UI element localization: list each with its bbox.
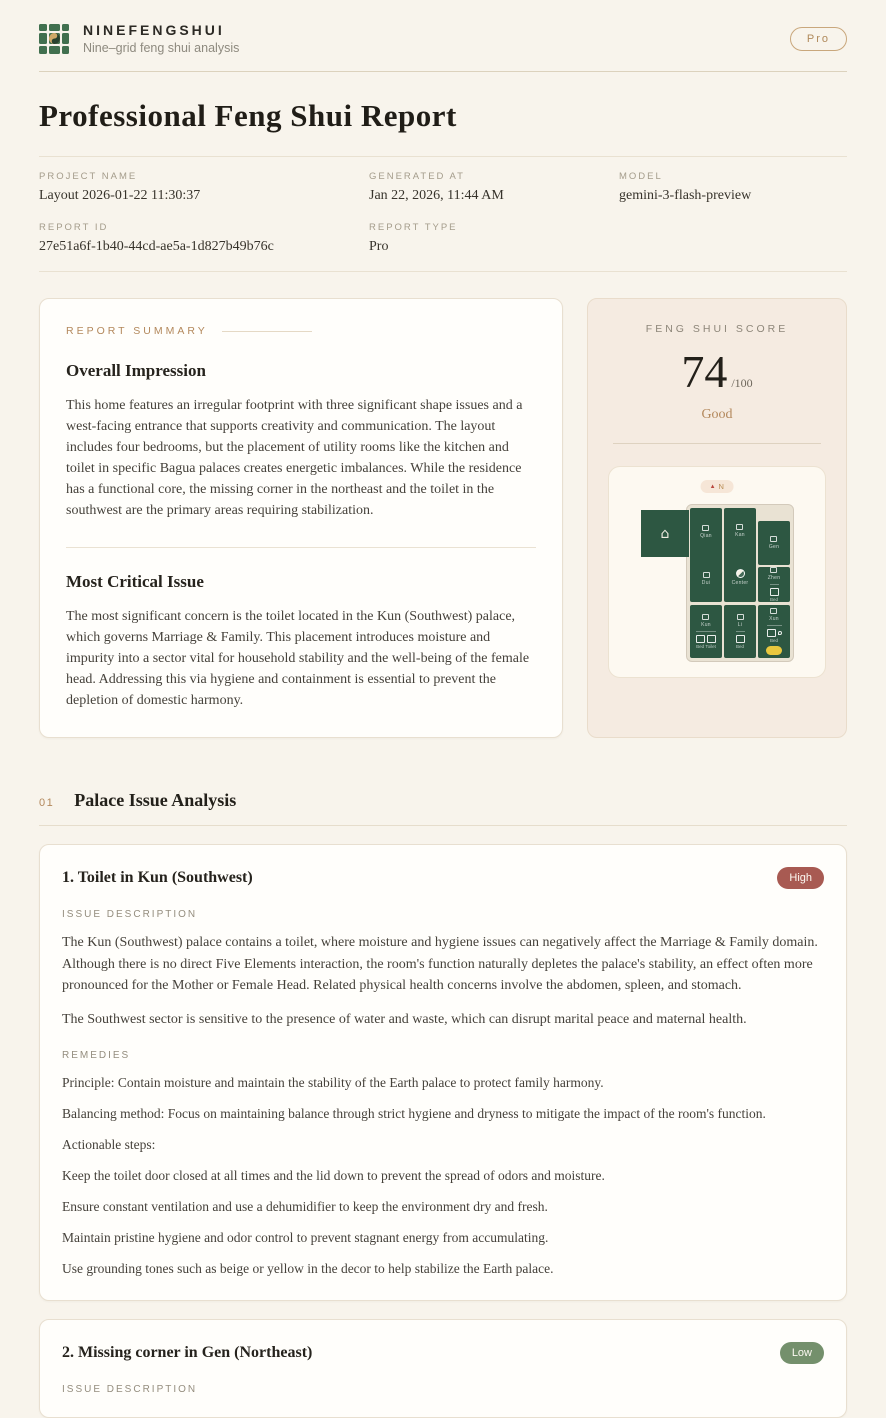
highlight-marker-badge	[766, 646, 782, 655]
issue-title: 1. Toilet in Kun (Southwest)	[62, 869, 253, 886]
palace-icon	[702, 525, 709, 531]
house-icon: ⌂	[660, 525, 670, 542]
score-value: 74	[681, 346, 728, 397]
issue-paragraph: The Kun (Southwest) palace contains a toilet, where moisture and hygiene issues can negatively affect the Marriage & Family domain. Although there is no direct Five Elements interaction, the room's function naturally depletes the palace's stability, an effect often more pronounced for the Mother or Female Head. Related physical health concerns involve the abdomen, spleen, and stomach.	[62, 935, 818, 993]
issue-paragraph: The Southwest sector is sensitive to the presence of water and waste, which can disrupt marital peace and maternal health.	[62, 1011, 747, 1027]
bed-icon	[736, 635, 745, 643]
water-drop-icon	[778, 631, 782, 635]
section-title: Palace Issue Analysis	[74, 790, 237, 810]
palace-cell-zhen: Zhen Bed	[758, 567, 790, 602]
score-divider	[613, 443, 821, 444]
floor-plan-thumbnail	[608, 466, 826, 678]
summary-divider	[66, 547, 536, 548]
issue-description-label: ISSUE DESCRIPTION	[62, 909, 198, 920]
summary-body-critical: The most significant concern is the toilet located in the Kun (Southwest) palace, which governs Marriage & Family. This placement introduces moisture and impurity into a sector vital for household stability and the well-being of the female head. Addressing this via hygiene and containment is essential to prevent the depletion of domestic harmony.	[66, 609, 530, 708]
palace-icon	[770, 567, 777, 573]
palace-icon	[737, 614, 744, 620]
issue-card-1	[39, 844, 847, 1301]
severity-badge-high: High	[777, 867, 824, 889]
meta-project-name: PROJECT NAME Layout 2026-01-22 11:30:37	[39, 171, 201, 203]
palace-icon	[770, 536, 777, 542]
remedy-line: Keep the toilet door closed at all times and the lid down to prevent the spread of odors and moisture.	[62, 1168, 605, 1183]
brand-tagline: Nine–grid feng shui analysis	[83, 41, 240, 55]
meta-report-type: REPORT TYPE Pro	[369, 222, 458, 254]
issue-card-2	[39, 1319, 847, 1418]
compass-arrow-icon: ▲	[709, 483, 716, 490]
palace-cell-li: Li Bed	[724, 605, 756, 658]
meta-generated-at: GENERATED AT Jan 22, 2026, 11:44 AM	[369, 171, 504, 203]
bagua-board	[686, 504, 794, 662]
palace-cell-kan-center: Kan Center	[724, 508, 756, 602]
header-divider	[39, 71, 847, 72]
summary-heading-overall: Overall Impression	[66, 361, 206, 380]
section-number: 01	[39, 797, 55, 809]
palace-icon	[702, 614, 709, 620]
score-denominator: /100	[731, 376, 753, 390]
section-header	[39, 790, 847, 811]
brand-name: NINEFENGSHUI	[83, 22, 225, 38]
report-metadata	[39, 156, 847, 272]
palace-icon	[703, 572, 710, 578]
meta-model: MODEL gemini-3-flash-preview	[619, 171, 752, 203]
remedy-line: Ensure constant ventilation and use a dehumidifier to keep the environment dry and fresh.	[62, 1199, 548, 1214]
palace-cell-qian-dui: Qian Dui	[690, 508, 722, 602]
palace-cell-xun: Xun Bed	[758, 605, 790, 658]
score-rating: Good	[701, 407, 733, 422]
report-summary-card	[39, 298, 563, 738]
compass-north-label: N	[718, 482, 725, 491]
severity-badge-low: Low	[780, 1342, 824, 1364]
palace-icon	[770, 608, 777, 614]
remedy-line: Principle: Contain moisture and maintain the stability of the Earth palace to protect family harmony.	[62, 1075, 604, 1090]
bed-icon	[767, 629, 776, 637]
compass-badge	[701, 480, 734, 493]
remedies-label: REMEDIES	[62, 1050, 131, 1061]
section-divider	[39, 825, 847, 826]
nine-grid-logo-icon	[39, 24, 69, 54]
issue-description-label: ISSUE DESCRIPTION	[62, 1384, 198, 1395]
score-label: FENG SHUI SCORE	[645, 323, 789, 335]
meta-report-id: REPORT ID 27e51a6f-1b40-44cd-ae5a-1d827b49b76c	[39, 222, 274, 254]
palace-icon	[736, 524, 743, 530]
palace-cell-kun: Kun Bed Toilet	[690, 605, 722, 658]
remedy-line: Balancing method: Focus on maintaining balance through strict hygiene and dryness to mitigate the impact of the room's function.	[62, 1106, 766, 1121]
yinyang-center-icon	[736, 569, 745, 578]
issue-title: 2. Missing corner in Gen (Northeast)	[62, 1344, 313, 1361]
remedy-line: Maintain pristine hygiene and odor control to prevent stagnant energy from accumulating.	[62, 1230, 549, 1245]
feng-shui-score-card	[587, 298, 847, 738]
page-title: Professional Feng Shui Report	[39, 98, 457, 133]
summary-heading-critical: Most Critical Issue	[66, 572, 204, 591]
entrance-block	[641, 510, 689, 557]
summary-label: REPORT SUMMARY	[66, 325, 208, 337]
remedy-line: Actionable steps:	[62, 1137, 156, 1152]
summary-body-overall: This home features an irregular footprint with three significant shape issues and a west-facing entrance that supports creativity and communication. The layout includes four bedrooms, but the placement of utility rooms like the kitchen and toilet in specific Bagua palaces creates energetic imbalances. While the residence has a functional core, the missing corner in the northeast and the toilet in the southwest are the primary areas requiring stabilization.	[66, 398, 523, 518]
remedy-line: Use grounding tones such as beige or yellow in the decor to help stabilize the Earth palace.	[62, 1261, 554, 1276]
toilet-icon	[707, 635, 716, 643]
plan-badge: Pro	[790, 27, 847, 51]
app-header	[39, 0, 847, 55]
palace-cell-gen: Gen	[758, 521, 790, 565]
bed-icon	[770, 588, 779, 596]
bed-icon	[696, 635, 705, 643]
yinyang-icon	[49, 33, 60, 44]
